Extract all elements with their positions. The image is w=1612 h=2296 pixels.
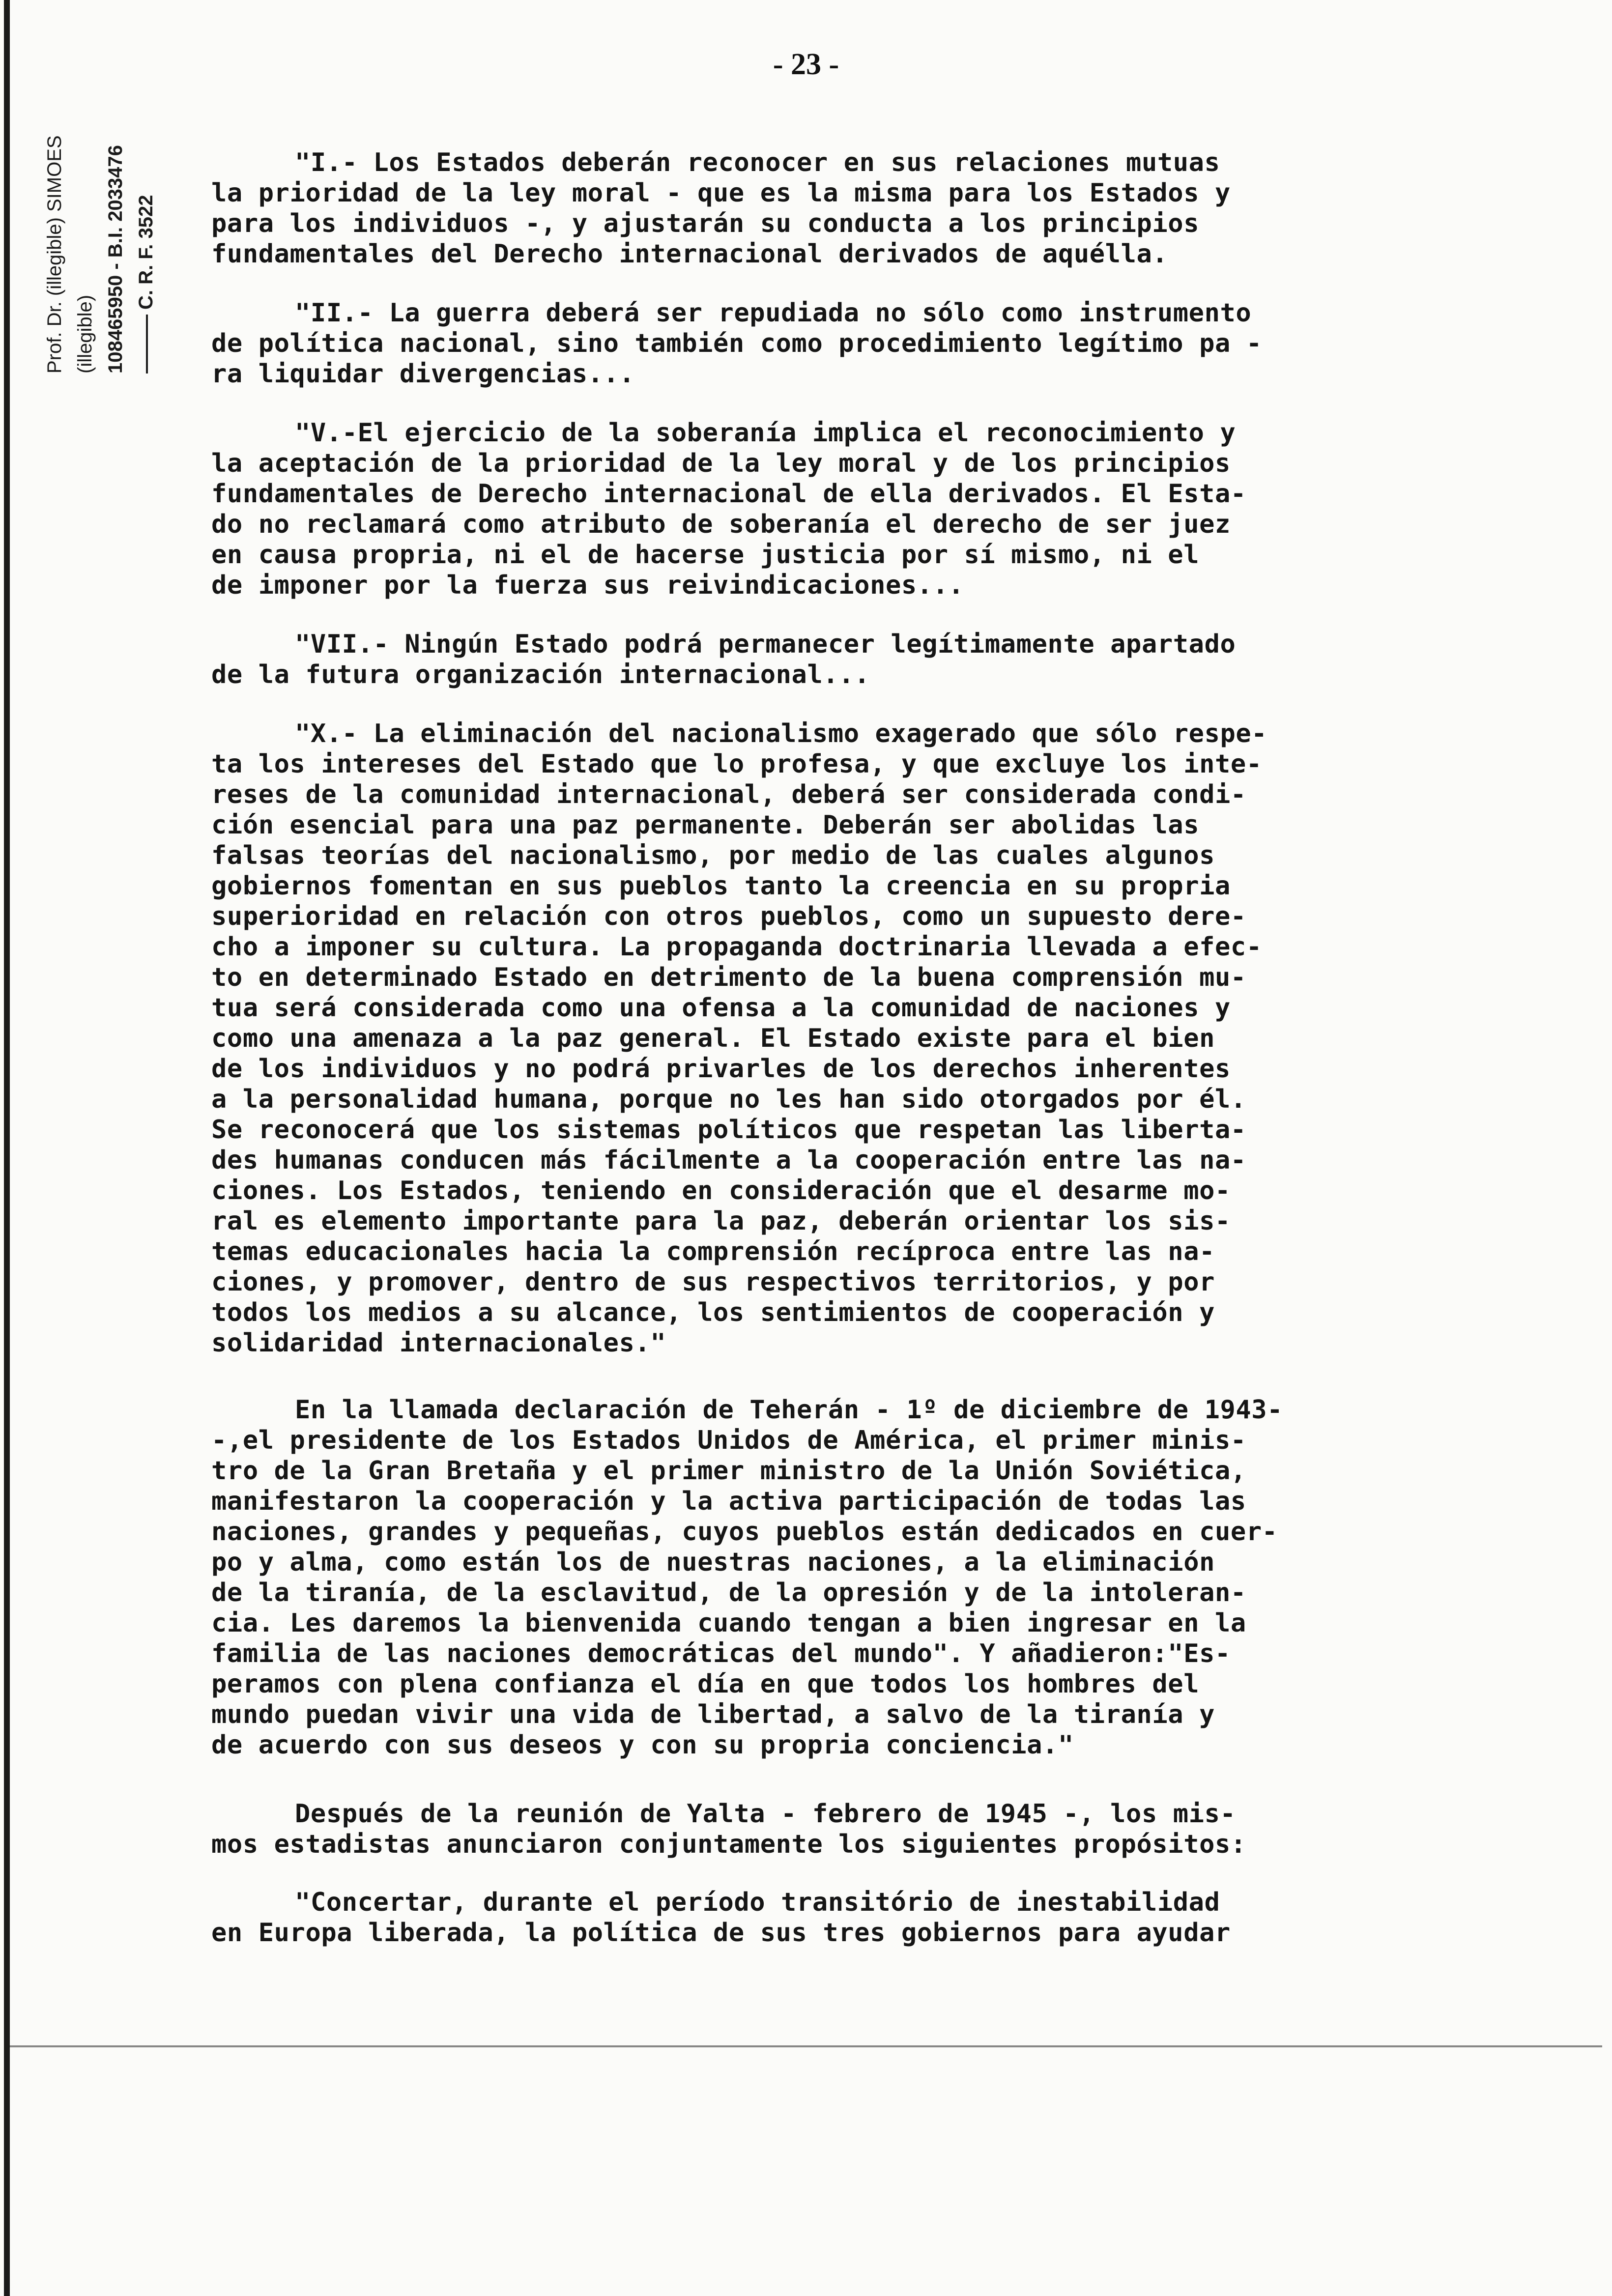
text-line: de la futura organización internacional... (211, 660, 870, 689)
text-line: "VII.- Ningún Estado podrá permanecer legítimamente apartado (295, 630, 1236, 659)
text-line: fundamentales de Derecho internacional de ella derivados. El Esta- (211, 479, 1246, 509)
text-line: mos estadistas anunciaron conjuntamente los siguientes propósitos: (211, 1830, 1246, 1859)
text-line: "X.- La eliminación del nacionalismo exagerado que sólo respe- (295, 719, 1267, 748)
paragraph (211, 1799, 1548, 1860)
text-line: cia. Les daremos la bienvenida cuando tengan a bien ingresar en la (211, 1608, 1246, 1638)
text-line: to en determinado Estado en detrimento de la buena comprensión mu- (211, 963, 1246, 992)
text-line: de la tiranía, de la esclavitud, de la opresión y de la intoleran- (211, 1578, 1246, 1607)
text-line: de imponer por la fuerza sus reivindicaciones... (211, 571, 964, 600)
paragraph (211, 718, 1548, 1358)
text-line: peramos con plena confianza el día en que todos los hombres del (211, 1669, 1200, 1699)
text-line: "V.-El ejercicio de la soberanía implica el reconocimiento y (295, 418, 1236, 448)
text-line: solidaridad internacionales." (211, 1328, 666, 1358)
text-line: ra liquidar divergencias... (211, 359, 635, 389)
text-line: ral es elemento importante para la paz, deberán orientar los sis- (211, 1206, 1231, 1236)
text-line: manifestaron la cooperación y la activa participación de todas las (211, 1487, 1246, 1516)
paragraph (211, 418, 1548, 601)
text-line: de acuerdo con sus deseos y con su propria conciencia." (211, 1730, 1074, 1760)
text-line: ciones. Los Estados, teniendo en consideración que el desarme mo- (211, 1176, 1231, 1205)
paragraph (211, 1395, 1548, 1760)
text-line: tro de la Gran Bretaña y el primer ministro de la Unión Soviética, (211, 1456, 1246, 1486)
stamp-line-id: 108465950 - B.I. 2033476 (105, 145, 126, 373)
body-text (211, 123, 1548, 1948)
text-line: tua será considerada como una ofensa a la comunidad de naciones y (211, 993, 1231, 1023)
text-line: fundamentales del Derecho internacional derivados de aquélla. (211, 239, 1168, 269)
stamp-registration-text: C. R. F. 3522 (135, 195, 157, 310)
text-line: todos los medios a su alcance, los sentimientos de cooperación y (211, 1298, 1215, 1327)
text-line: -,el presidente de los Estados Unidos de América, el primer minis- (211, 1426, 1246, 1455)
text-line: mundo puedan vivir una vida de libertad, a salvo de la tiranía y (211, 1700, 1215, 1729)
text-line: superioridad en relación con otros pueblos, como un supuesto dere- (211, 902, 1246, 931)
text-line: como una amenaza a la paz general. El Estado existe para el bien (211, 1024, 1215, 1053)
text-line: la aceptación de la prioridad de la ley moral y de los principios (211, 449, 1231, 478)
margin-stamp (39, 135, 161, 373)
stamp-line-title: (illegible) (74, 294, 96, 373)
text-line: gobiernos fomentan en sus pueblos tanto la creencia en su propria (211, 871, 1231, 901)
text-line: po y alma, como están los de nuestras naciones, a la eliminación (211, 1548, 1215, 1577)
text-line: de política nacional, sino también como procedimiento legítimo pa - (211, 329, 1262, 358)
stamp-line-registration (131, 135, 161, 373)
paragraph (211, 147, 1548, 269)
text-line: naciones, grandes y pequeñas, cuyos pueblos están dedicados en cuer- (211, 1517, 1278, 1547)
text-line: des humanas conducen más fácilmente a la cooperación entre las na- (211, 1146, 1246, 1175)
stamp-line-signature: Prof. Dr. (illegible) SIMOES (44, 135, 65, 373)
text-line: reses de la comunidad internacional, deberá ser considerada condi- (211, 780, 1246, 809)
text-line: "II.- La guerra deberá ser repudiada no sólo como instrumento (295, 298, 1252, 328)
text-line: familia de las naciones democráticas del mundo". Y añadieron:"Es- (211, 1639, 1231, 1668)
text-line: falsas teorías del nacionalismo, por medio de las cuales algunos (211, 841, 1215, 870)
page-number: - 23 - (773, 48, 839, 81)
text-line: en causa propria, ni el de hacerse justicia por sí mismo, ni el (211, 540, 1200, 570)
text-line: ta los intereses del Estado que lo profesa, y que excluye los inte- (211, 749, 1262, 779)
text-line: "I.- Los Estados deberán reconocer en sus relaciones mutuas (295, 148, 1220, 177)
text-line: temas educacionales hacia la comprensión recíproca entre las na- (211, 1237, 1215, 1266)
text-line: "Concertar, durante el período transitório de inestabilidad (295, 1888, 1220, 1917)
text-line: ción esencial para una paz permanente. Deberán ser abolidas las (211, 810, 1200, 840)
stamp-rule (146, 315, 148, 373)
text-line: cho a imponer su cultura. La propaganda doctrinaria llevada a efec- (211, 932, 1262, 962)
text-line: de los individuos y no podrá privarles de los derechos inherentes (211, 1054, 1231, 1084)
text-line: Se reconocerá que los sistemas políticos que respetan las liberta- (211, 1115, 1246, 1145)
scan-edge-border (4, 0, 10, 2296)
text-line: Después de la reunión de Yalta - febrero de 1945 -, los mis- (295, 1799, 1236, 1829)
text-line: la prioridad de la ley moral - que es la misma para los Estados y (211, 178, 1231, 208)
text-line: ciones, y promover, dentro de sus respectivos territorios, y por (211, 1267, 1215, 1297)
text-line: a la personalidad humana, porque no les han sido otorgados por él. (211, 1085, 1246, 1114)
text-line: en Europa liberada, la política de sus tres gobiernos para ayudar (211, 1918, 1231, 1948)
text-line: En la llamada declaración de Teherán - 1º de diciembre de 1943- (295, 1395, 1283, 1425)
paragraph (211, 298, 1548, 389)
text-line: do no reclamará como atributo de soberanía el derecho de ser juez (211, 510, 1231, 539)
paragraph (211, 1887, 1548, 1948)
paragraph (211, 629, 1548, 690)
bottom-divider (10, 2045, 1602, 2047)
text-line: para los individuos -, y ajustarán su conducta a los principios (211, 209, 1200, 238)
